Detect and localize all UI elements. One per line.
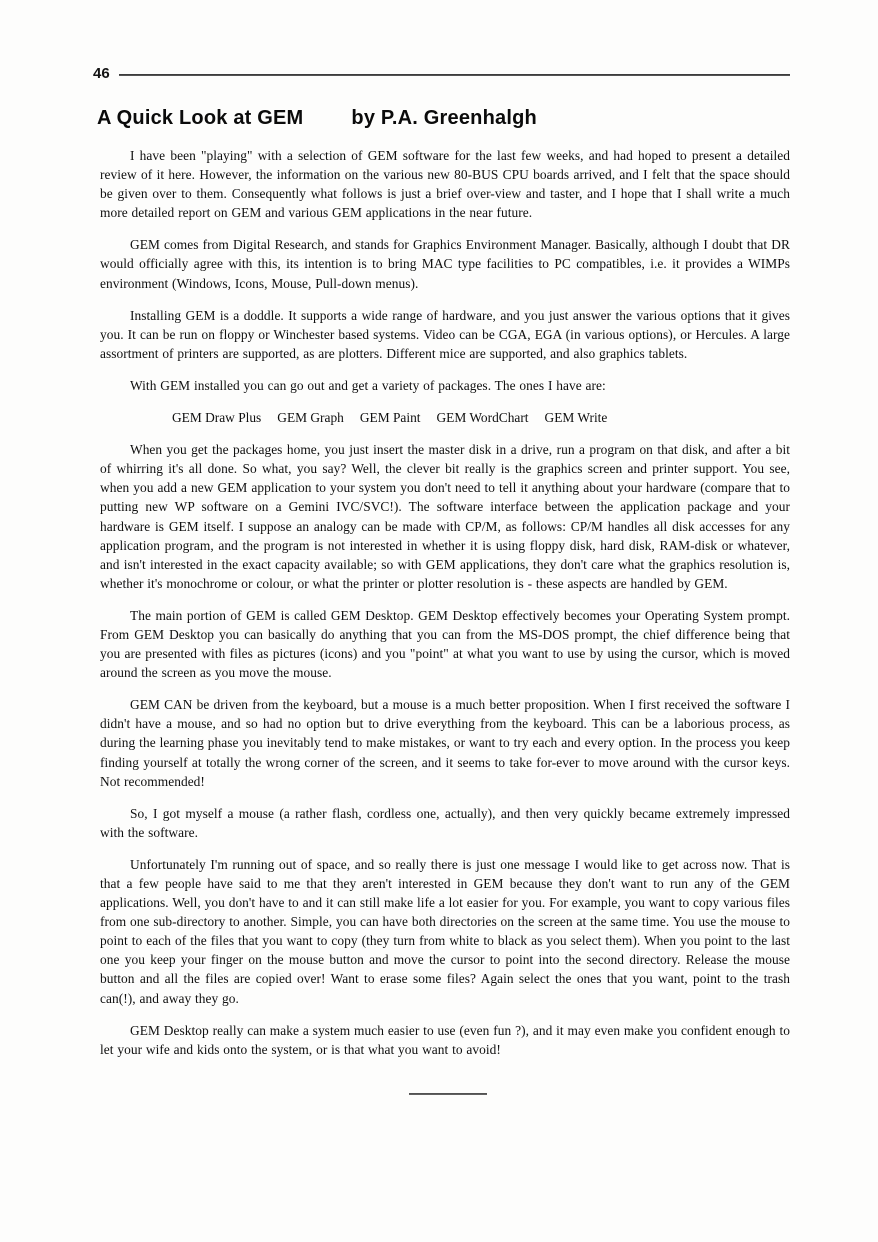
header-rule xyxy=(119,74,790,76)
paragraph: Installing GEM is a doddle. It supports a wide range of hardware, and you just answer the various options that it gives you. It can be run on floppy or Winchester based systems. Video can be CGA, EGA (in various options), or Hercules. A large assortment of printers are supported, as are plotters. Different mice are supported, and also graphics tablets. xyxy=(100,307,790,361)
paragraph: GEM CAN be driven from the keyboard, but a mouse is a much better proposition. When I first received the software I didn't have a mouse, and so had no option but to drive everything from the keyboard. This can be a laborious process, as during the learning phase you inevitably tend to make mistakes, or want to try each and every option. In the process you keep finding yourself at totally the wrong corner of the screen, and it seems to take for-ever to move around with the cursor keys. Not recommended! xyxy=(100,697,790,789)
package-item: GEM Draw Plus xyxy=(172,410,262,426)
package-item: GEM Graph xyxy=(277,410,344,426)
page-number: 46 xyxy=(93,64,110,82)
package-item: GEM Write xyxy=(544,410,608,426)
page-header xyxy=(93,60,790,86)
end-of-article-rule xyxy=(409,1093,487,1095)
paragraph: GEM Desktop really can make a system much easier to use (even fun ?), and it may even make you confident enough to let your wife and kids onto the system, or is that what you want to avoid! xyxy=(100,1022,790,1057)
package-item: GEM Paint xyxy=(359,410,421,426)
paragraph: The main portion of GEM is called GEM Desktop. GEM Desktop effectively becomes your Operating System prompt. From GEM Desktop you can basically do anything that you can from the MS-DOS prompt, the chief difference being that you are presented with files as pictures (icons) and you "point" at what you want to use by using the cursor, which is moved around the screen as you move the mouse. xyxy=(100,607,790,681)
package-item: GEM WordChart xyxy=(436,410,529,426)
article-byline: by P.A. Greenhalgh xyxy=(351,107,537,129)
article-header xyxy=(97,106,797,130)
paragraph: So, I got myself a mouse (a rather flash, cordless one, actually), and then very quickly became extremely impressed with the software. xyxy=(100,805,790,840)
paragraph: When you get the packages home, you just insert the master disk in a drive, run a program on that disk, and after a bit of whirring it's all done. So what, you say? Well, the clever bit really is the graphics screen and printer support. You see, when you add a new GEM application to your system you don't need to tell it anything about your hardware (compare that to putting new WP software on a Gemini IVC/SVC!). The software interface between the application package and your hardware is GEM itself. I suppose an analogy can be made with CP/M, as follows: CP/M handles all disk accesses for any application program, and the program is not interested in whether it is using floppy disk, hard disk, RAM-disk or whatever, and isn't interested in the exact capacity available; so with GEM applications, they don't care what the graphics resolution is, whether it's monochrome or colour, or what the printer or plotter resolution is - these aspects are handled by GEM. xyxy=(100,442,790,591)
package-list xyxy=(100,408,790,427)
paragraph: Unfortunately I'm running out of space, and so really there is just one message I would like to get across now. That is that a few people have said to me that they aren't interested in GEM because they don't want to run any of the GEM applications. Well, you don't have to and it can still make life a lot easier for you. For example, you want to copy various files from one sub-directory to another. Simple, you can have both directories on the screen at the same time. You use the mouse to point to each of the files that you want to copy (they turn from white to black as you select them). When you point to the last one you keep your finger on the mouse button and move the cursor to point into the second directory. Release the mouse button and all the files are copied over! Want to erase some files? Again select the ones that you want, point to the trash can(!), and away they go. xyxy=(100,856,790,1006)
paragraph: With GEM installed you can go out and get a variety of packages. The ones I have are: xyxy=(130,377,606,393)
article-title: A Quick Look at GEM xyxy=(97,107,304,129)
paragraph: GEM comes from Digital Research, and stands for Graphics Environment Manager. Basically, although I doubt that DR would officially agree with this, its intention is to bring MAC type facilities to PC compatibles, i.e. it provides a WIMPs environment (Windows, Icons, Mouse, Pull-down menus). xyxy=(100,237,790,291)
article-body xyxy=(100,146,790,1059)
paragraph: I have been "playing" with a selection of GEM software for the last few weeks, and had hoped to present a detailed review of it here. However, the information on the various new 80-BUS CPU boards arrived, and I felt that the space should be given over to them. Consequently what follows is just a brief over-view and taster, and I hope that I shall write a much more detailed report on GEM and various GEM applications in the near future. xyxy=(100,148,790,221)
